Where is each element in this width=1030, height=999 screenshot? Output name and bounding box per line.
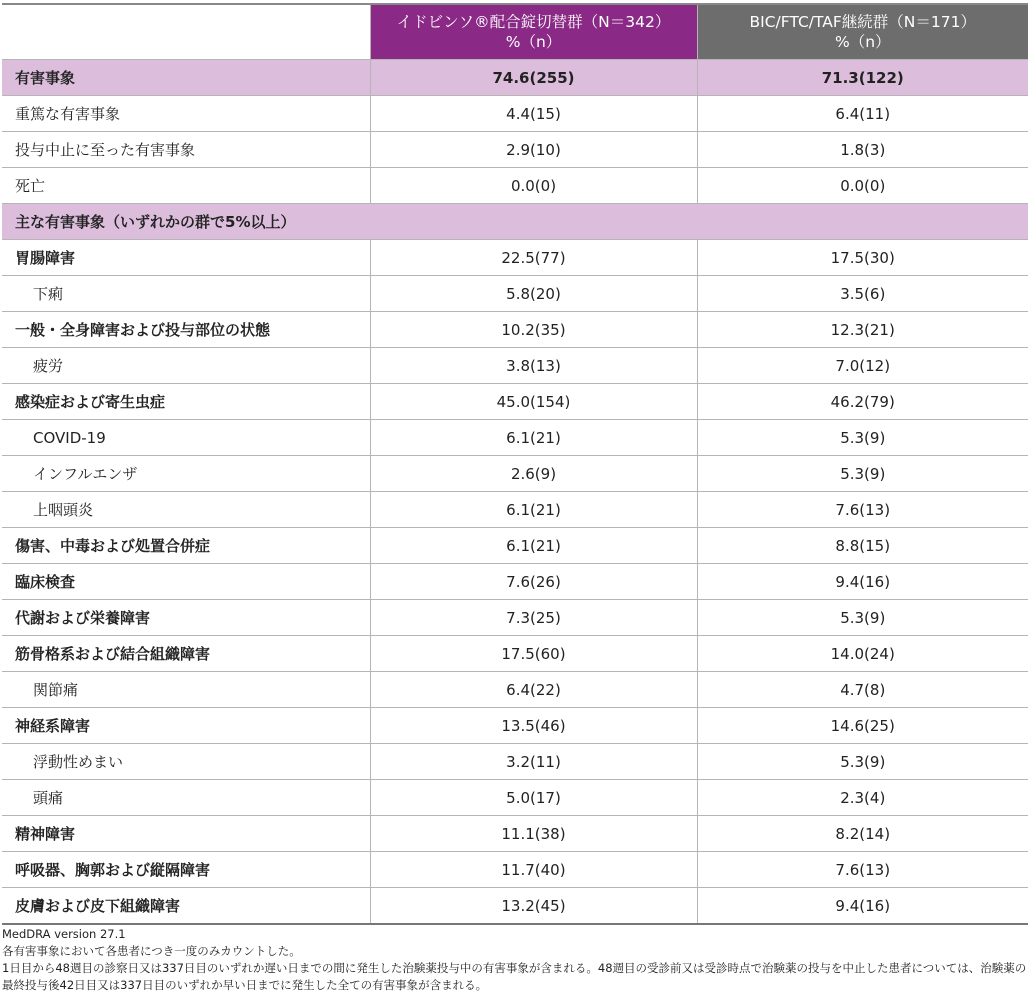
group2-value: 5.3(9) [697, 600, 1028, 636]
table-row [2, 60, 1028, 96]
group2-value: 2.3(4) [697, 780, 1028, 816]
row-label: インフルエンザ [2, 456, 370, 492]
table-row [2, 780, 1028, 816]
row-label: 傷害、中毒および処置合併症 [2, 528, 370, 564]
table-row [2, 240, 1028, 276]
group2-value: 4.7(8) [697, 672, 1028, 708]
group2-value: 7.6(13) [697, 492, 1028, 528]
row-label: 主な有害事象（いずれかの群で5%以上） [2, 204, 1028, 240]
footnote: 1日目から48週目の診察日又は337日目のいずれか遅い日までの間に発生した治験薬投与中の有害事象が含まれる。48週目の受診前又は受診時点で治験薬の投与を中止した患者については、治験薬の最終投与後42日目又は337日目のいずれか早い日までに発生した全ての有害事象が含まれる。 [2, 961, 1027, 992]
header-blank [2, 4, 370, 60]
row-label: 神経系障害 [2, 708, 370, 744]
group1-value: 11.7(40) [370, 852, 697, 888]
row-label: 上咽頭炎 [2, 492, 370, 528]
group2-value: 46.2(79) [697, 384, 1028, 420]
row-label: 疲労 [2, 348, 370, 384]
footnote: MedDRA version 27.1 [2, 927, 126, 941]
group2-value: 14.6(25) [697, 708, 1028, 744]
section-row [2, 204, 1028, 240]
table-row [2, 816, 1028, 852]
footnotes [2, 926, 1030, 994]
group1-value: 7.6(26) [370, 564, 697, 600]
group1-value: 2.9(10) [370, 132, 697, 168]
group1-value: 13.2(45) [370, 888, 697, 925]
group1-unit: %（n） [505, 33, 562, 51]
group2-value: 1.8(3) [697, 132, 1028, 168]
row-label: 一般・全身障害および投与部位の状態 [2, 312, 370, 348]
row-label: 下痢 [2, 276, 370, 312]
group1-value: 4.4(15) [370, 96, 697, 132]
row-label: 皮膚および皮下組織障害 [2, 888, 370, 925]
group1-title: イドビンソ®配合錠切替群（N＝342） [396, 13, 671, 31]
adverse-events-table [2, 3, 1028, 925]
table-row [2, 852, 1028, 888]
group2-value: 9.4(16) [697, 888, 1028, 925]
group1-value: 22.5(77) [370, 240, 697, 276]
group1-value: 5.0(17) [370, 780, 697, 816]
group2-value: 7.6(13) [697, 852, 1028, 888]
row-label: 有害事象 [2, 60, 370, 96]
group1-value: 0.0(0) [370, 168, 697, 204]
table-row [2, 312, 1028, 348]
table-row [2, 888, 1028, 925]
table-row [2, 564, 1028, 600]
table-row [2, 708, 1028, 744]
row-label: 重篤な有害事象 [2, 96, 370, 132]
group1-value: 45.0(154) [370, 384, 697, 420]
row-label: 胃腸障害 [2, 240, 370, 276]
row-label: 浮動性めまい [2, 744, 370, 780]
group1-value: 7.3(25) [370, 600, 697, 636]
header-row [2, 4, 1028, 60]
group1-value: 11.1(38) [370, 816, 697, 852]
group2-value: 5.3(9) [697, 744, 1028, 780]
group2-value: 7.0(12) [697, 348, 1028, 384]
row-label: 投与中止に至った有害事象 [2, 132, 370, 168]
row-label: 呼吸器、胸郭および縦隔障害 [2, 852, 370, 888]
group2-value: 9.4(16) [697, 564, 1028, 600]
group1-value: 3.8(13) [370, 348, 697, 384]
group1-value: 6.1(21) [370, 528, 697, 564]
group2-value: 5.3(9) [697, 420, 1028, 456]
footnote: 各有害事象において各患者につき一度のみカウントした。 [2, 944, 301, 958]
group2-title: BIC/FTC/TAF継続群（N＝171） [749, 13, 976, 31]
table-row [2, 492, 1028, 528]
group1-value: 10.2(35) [370, 312, 697, 348]
table-row [2, 636, 1028, 672]
group1-value: 17.5(60) [370, 636, 697, 672]
table-row [2, 456, 1028, 492]
table-row [2, 132, 1028, 168]
group2-value: 14.0(24) [697, 636, 1028, 672]
group2-value: 8.2(14) [697, 816, 1028, 852]
group2-value: 5.3(9) [697, 456, 1028, 492]
row-label: 精神障害 [2, 816, 370, 852]
group1-value: 2.6(9) [370, 456, 697, 492]
group1-value: 13.5(46) [370, 708, 697, 744]
row-label: 関節痛 [2, 672, 370, 708]
table-row [2, 528, 1028, 564]
group2-value: 3.5(6) [697, 276, 1028, 312]
table-row [2, 420, 1028, 456]
table-row [2, 600, 1028, 636]
row-label: 感染症および寄生虫症 [2, 384, 370, 420]
group1-value: 6.1(21) [370, 420, 697, 456]
table-row [2, 384, 1028, 420]
table-row [2, 168, 1028, 204]
header-group2 [697, 4, 1028, 60]
row-label: COVID-19 [2, 420, 370, 456]
table-row [2, 96, 1028, 132]
group2-value: 17.5(30) [697, 240, 1028, 276]
group1-value: 6.4(22) [370, 672, 697, 708]
group1-value: 6.1(21) [370, 492, 697, 528]
row-label: 筋骨格系および結合組織障害 [2, 636, 370, 672]
row-label: 死亡 [2, 168, 370, 204]
group2-value: 6.4(11) [697, 96, 1028, 132]
group2-value: 71.3(122) [697, 60, 1028, 96]
table-row [2, 348, 1028, 384]
group1-value: 74.6(255) [370, 60, 697, 96]
table-row [2, 744, 1028, 780]
group2-value: 8.8(15) [697, 528, 1028, 564]
row-label: 臨床検査 [2, 564, 370, 600]
group2-value: 0.0(0) [697, 168, 1028, 204]
group1-value: 5.8(20) [370, 276, 697, 312]
row-label: 代謝および栄養障害 [2, 600, 370, 636]
row-label: 頭痛 [2, 780, 370, 816]
group2-value: 12.3(21) [697, 312, 1028, 348]
header-group1 [370, 4, 697, 60]
group2-unit: %（n） [834, 33, 891, 51]
group1-value: 3.2(11) [370, 744, 697, 780]
table-row [2, 672, 1028, 708]
table-row [2, 276, 1028, 312]
